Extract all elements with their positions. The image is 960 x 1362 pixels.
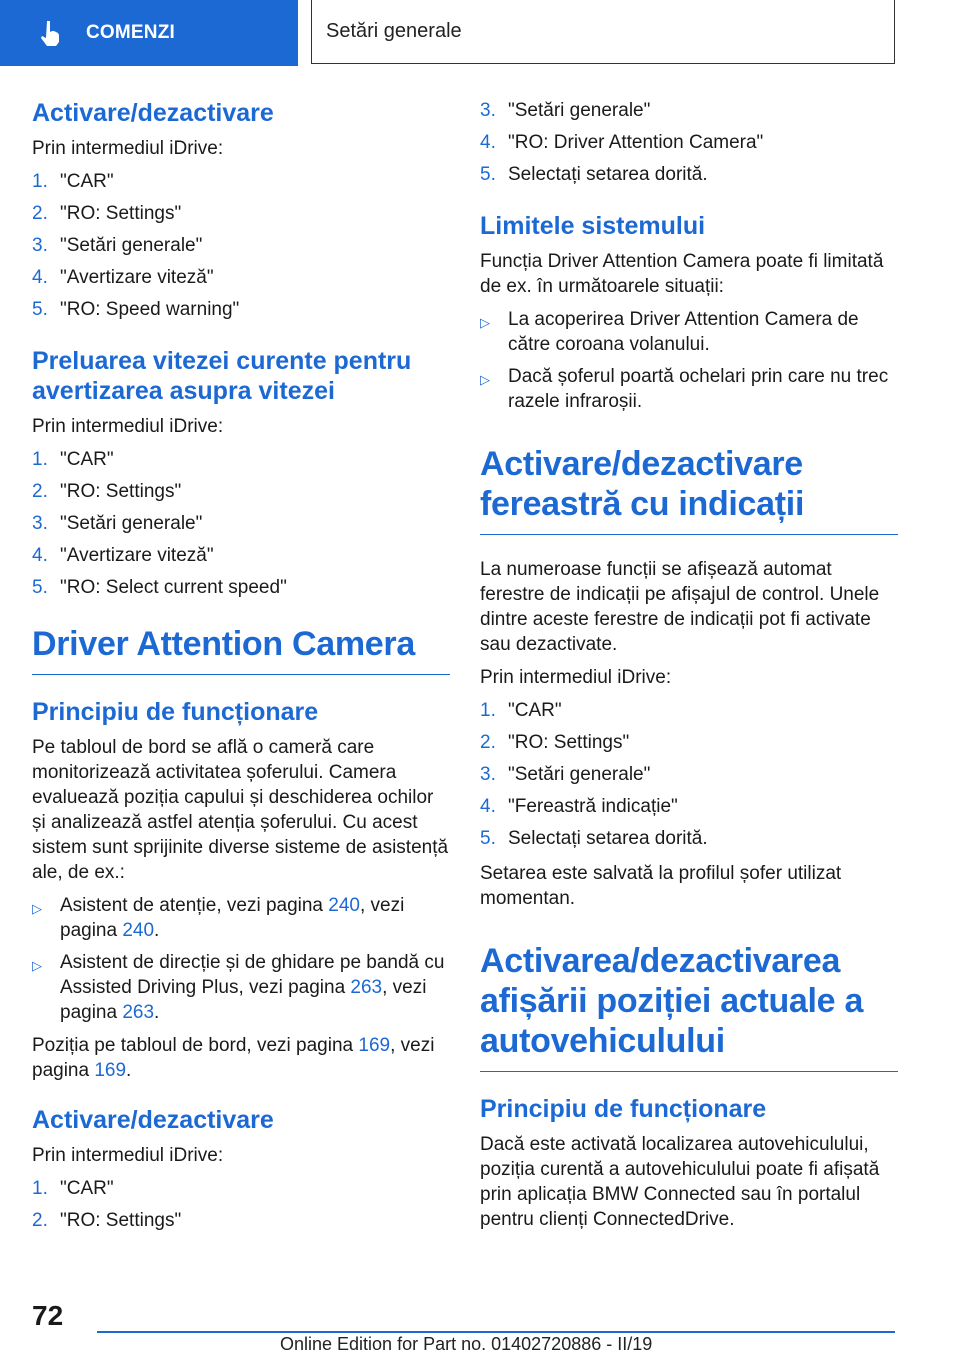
note-text: Setarea este salvată la profilul șofer utilizat momentan. [480, 863, 842, 909]
heading-activate-camera: Activare/dezactivare [32, 1106, 274, 1134]
list-item: 4. "Fereastră indicație" [480, 796, 678, 817]
list-item: 2. "RO: Settings" [32, 203, 182, 224]
footer-divider [97, 1331, 895, 1333]
heading-system-limits: Limitele sistemului [480, 212, 706, 240]
list-item: 4. "Avertizare viteză" [32, 267, 214, 288]
list-item: 2. "RO: Settings" [480, 732, 630, 753]
heading-principle: Principiu de funcționare [32, 698, 319, 726]
list-item: ▷ Asistent de direcție și de ghidare pe bandă cu Assisted Driving Plus, vezi pagina 263, vezi pagina 263. [32, 952, 445, 1023]
list-item: ▷ Dacă șoferul poartă ochelari prin care nu trec razele infraroșii. [480, 366, 889, 412]
list-item: 2. "RO: Settings" [32, 1210, 182, 1231]
section-title-box [311, 0, 895, 64]
heading-current-speed: Preluarea vitezei curente pentru avertizarea asupra vitezei [32, 347, 412, 405]
page-link[interactable]: 240 [122, 920, 155, 941]
right-column [480, 98, 898, 1240]
chapter-heading-wrap [480, 444, 898, 535]
list-item: 5. "RO: Select current speed" [32, 577, 287, 598]
edition-footer: Online Edition for Part no. 01402720886 - II/19 [280, 1334, 653, 1354]
steps-list [480, 98, 898, 187]
page-link[interactable]: 169 [358, 1035, 391, 1056]
body-text: Funcția Driver Attention Camera poate fi limitată de ex. în următoarele situații: [480, 251, 884, 297]
idrive-intro: Prin intermediul iDrive: [32, 416, 224, 437]
body-text: La numeroase funcții se afișează automat ferestre de indicații pe afișajul de control. Unele dintre aceste ferestre de indicații pot fi activate sau dezactivate. [480, 559, 880, 655]
list-item: 3. "Setări generale" [32, 235, 203, 256]
chapter-heading-hint-window: Activare/dezactivare fereastră cu indicații [480, 445, 805, 523]
bullet-list [32, 893, 450, 1025]
page-link[interactable]: 169 [94, 1060, 127, 1081]
heading-principle: Principiu de funcționare [480, 1095, 767, 1123]
list-item: 5. Selectați setarea dorită. [480, 828, 708, 849]
chapter-tab[interactable] [0, 0, 298, 66]
chapter-tab-label: COMENZI [86, 22, 176, 43]
steps-list [32, 447, 450, 600]
left-column [32, 98, 450, 1243]
chapter-heading-wrap [32, 624, 450, 675]
list-item: 1. "CAR" [32, 449, 114, 470]
hand-pointer-icon [36, 19, 64, 47]
list-item: ▷ Asistent de atenție, vezi pagina 240, vezi pagina 240. [32, 895, 405, 941]
steps-list [32, 1176, 450, 1233]
triangle-bullet-icon: ▷ [480, 372, 490, 387]
idrive-intro: Prin intermediul iDrive: [32, 138, 224, 159]
list-item: 4. "Avertizare viteză" [32, 545, 214, 566]
list-item: 5. "RO: Speed warning" [32, 299, 240, 320]
list-item: 3. "Setări generale" [480, 764, 651, 785]
steps-list [32, 169, 450, 322]
list-item: 1. "CAR" [32, 1178, 114, 1199]
page-link[interactable]: 240 [328, 895, 360, 916]
position-text: Poziția pe tabloul de bord, vezi pagina 169, vezi pagina 169. [32, 1035, 435, 1081]
list-item: 1. "CAR" [32, 171, 114, 192]
list-item: 5. Selectați setarea dorită. [480, 164, 708, 185]
list-item: 3. "Setări generale" [32, 513, 203, 534]
list-item: 2. "RO: Settings" [32, 481, 182, 502]
heading-activate-speed-warning: Activare/dezactivare [32, 99, 274, 127]
triangle-bullet-icon: ▷ [480, 315, 490, 330]
body-text: Pe tabloul de bord se află o cameră care monitorizează activitatea șoferului. Camera evaluează poziția capului și deschiderea ochilor și analizează astfel atenția șoferului. Cu acest sistem sunt sprijinite diverse sisteme de asistență ale, de ex.: [32, 737, 449, 883]
page-link[interactable]: 263 [122, 1002, 155, 1023]
page-header [0, 0, 960, 66]
page-link[interactable]: 263 [350, 977, 383, 998]
list-item: 1. "CAR" [480, 700, 562, 721]
chapter-heading-driver-attention: Driver Attention Camera [32, 625, 415, 663]
bullet-list [480, 307, 898, 414]
triangle-bullet-icon: ▷ [32, 901, 42, 916]
chapter-heading-wrap [480, 941, 898, 1072]
section-title: Setări generale [326, 20, 462, 42]
list-item: 3. "Setări generale" [480, 100, 651, 121]
list-item: ▷ La acoperirea Driver Attention Camera de către coroana volanului. [480, 309, 859, 355]
steps-list [480, 698, 898, 851]
triangle-bullet-icon: ▷ [32, 958, 42, 973]
idrive-intro: Prin intermediul iDrive: [480, 667, 672, 688]
page-number: 72 [32, 1300, 64, 1331]
list-item: 4. "RO: Driver Attention Camera" [480, 132, 764, 153]
body-text: Dacă este activată localizarea autovehiculului, poziția curentă a autovehiculului poate fi afișată prin aplicația BMW Connected sau în portalul pentru clienți ConnectedDrive. [480, 1134, 880, 1230]
chapter-heading-vehicle-position: Activarea/dezactivarea afișării poziției actuale a autovehiculului [480, 942, 864, 1060]
idrive-intro: Prin intermediul iDrive: [32, 1145, 224, 1166]
